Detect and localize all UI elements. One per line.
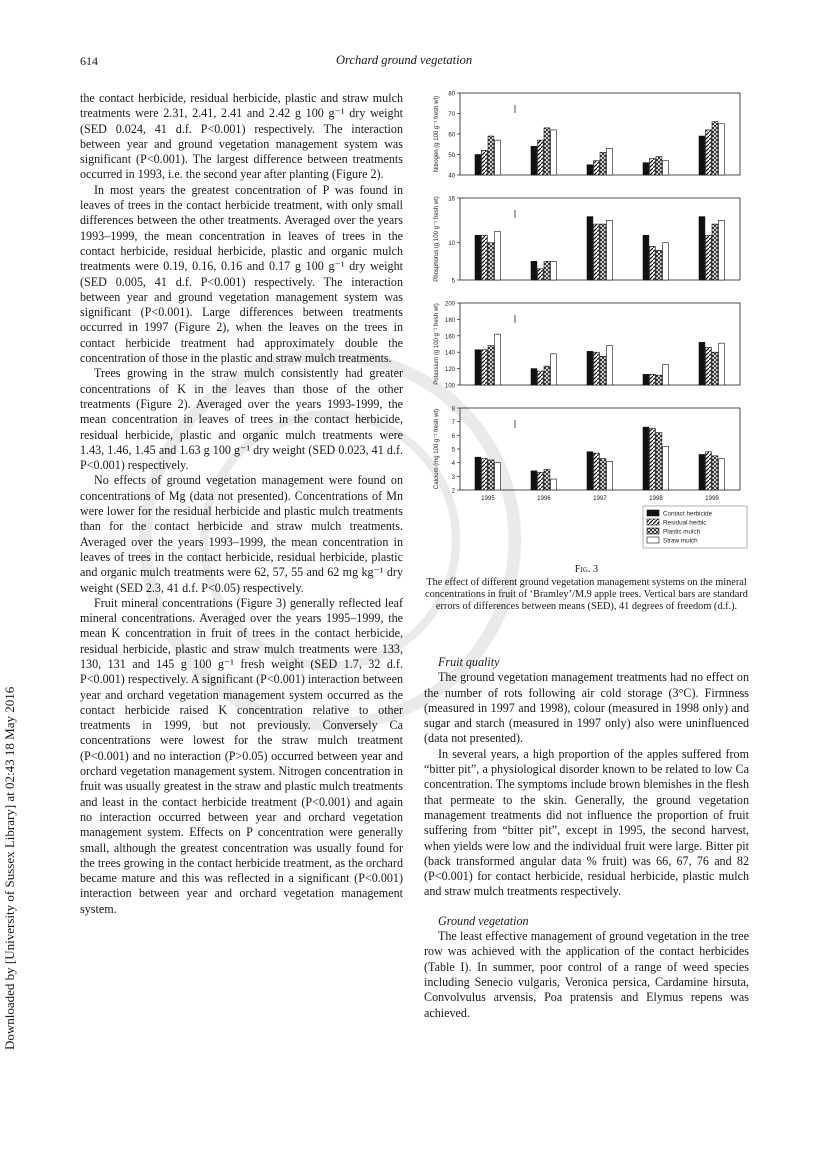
bar [531,261,537,280]
legend-label: Straw mulch [663,537,698,545]
bar [587,351,593,385]
bar [531,146,537,175]
bar [650,246,656,280]
bar [587,217,593,280]
bar [488,346,494,385]
bar [594,352,600,385]
bar [712,456,718,490]
bar [495,232,501,280]
figure-label: Fig. 3 [574,564,599,575]
y-tick-label: 3 [451,474,455,481]
y-tick-label: 120 [444,367,455,374]
x-tick-label: 1998 [649,495,663,502]
y-tick-label: 8 [451,406,455,413]
bar [656,375,662,385]
paragraph: the contact herbicide, residual herbicide, plastic and straw mulch treatments were 2.31, 2.41, 2.41 and 2.42 g 100 g⁻¹ dry weight (SED 0.024, 41 d.f. P<0.001) respectively. The interaction between year and ground vegetation management system was significant (P<0.001). The largest difference between treatments occurred in 1993, i.e. the second year after planting (Figure 2). [80,91,403,182]
bar [475,350,481,385]
y-tick-label: 200 [444,301,455,308]
y-tick-label: 60 [448,132,455,139]
bar [650,374,656,385]
bar [587,452,593,490]
legend-swatch [647,537,659,543]
y-tick-label: 40 [448,173,455,180]
bar [482,459,488,490]
bar [538,140,544,175]
bar [544,261,550,280]
bar [607,346,613,385]
bar [600,459,606,490]
bar [706,452,712,490]
bar [587,165,593,175]
download-note: Downloaded by [University of Sussex Library] at 02:43 18 May 2016 [2,686,17,1050]
bar [544,128,550,175]
bar [663,161,669,175]
bar [650,429,656,491]
bar [544,470,550,491]
bar [719,459,725,490]
bar [712,122,718,175]
bar [475,235,481,280]
bar [594,453,600,490]
bar [551,130,557,175]
y-tick-label: 4 [451,461,455,468]
y-tick-label: 100 [444,383,455,390]
bar [531,471,537,490]
y-axis-label: Phosphorus (g 100 g⁻¹ fresh wt) [434,196,440,282]
bar [551,479,557,490]
page-number: 614 [80,54,98,68]
y-tick-label: 7 [451,420,455,427]
bar [699,217,705,280]
y-axis-label: Potassium (g 100 g⁻¹ fresh wt) [434,303,440,385]
bar [663,446,669,490]
legend-swatch [647,510,659,516]
legend-label: Plastic mulch [663,528,701,536]
bar [607,148,613,175]
x-tick-label: 1999 [705,495,719,502]
y-tick-label: 180 [444,317,455,324]
bar [600,152,606,175]
bar [538,472,544,490]
y-axis-label: Calcium (mg 100 g⁻¹ fresh wt) [434,408,440,490]
bar [482,235,488,280]
bar [538,269,544,280]
paragraph: The ground vegetation management treatments had no effect on the number of rots following air cold storage (3°C). Firmness (measured in 1997 and 1998), colour (measured in 1998 only) and sugar and starch (measured in 1997 only) also were uninfluenced (data not presented). [424,670,749,746]
bar [706,235,712,280]
caption-text: The effect of different ground vegetation management systems on the mineral concentrations in fruit of ‘Bramley’/M.9 apple trees. Vertical bars are standard errors of differences between means (SED), 41 degrees of freedom (d.f.). [425,577,748,612]
bar [706,130,712,175]
bar [706,347,712,385]
bar [495,463,501,490]
y-axis-label: Nitrogen (g 100 g⁻¹ fresh wt) [434,95,440,173]
bar [482,150,488,175]
figure-3-chart [425,88,755,558]
legend-swatch [647,528,659,534]
bar [699,454,705,490]
paragraph: Trees growing in the straw mulch consistently had greater concentrations of K in the leaves than those of the other treatments (Figure 2). Averaged over the years 1993-1999, the mean concentration in leaves of trees in the contact herbicide, residual herbicide, plastic and organic mulch treatments were 1.43, 1.46, 1.45 and 1.63 g 100 g⁻¹ dry weight (SED 0.023, 41 d.f. P<0.001) respectively. [80,366,403,473]
legend-swatch [647,519,659,525]
bar [600,356,606,385]
right-column [424,655,749,1021]
bar [656,433,662,490]
bar [607,461,613,490]
bar [719,343,725,385]
y-tick-label: 16 [448,196,455,203]
y-tick-label: 5 [451,447,455,454]
bar [719,220,725,280]
bar [531,369,537,385]
bar [538,371,544,385]
x-tick-label: 1995 [481,495,495,502]
y-tick-label: 5 [451,278,455,285]
bar [712,352,718,385]
bar [475,155,481,176]
x-tick-label: 1996 [537,495,551,502]
bar [643,235,649,280]
y-tick-label: 80 [448,91,455,98]
x-tick-label: 1997 [593,495,607,502]
bar [544,366,550,385]
bar [594,224,600,280]
bar [643,427,649,490]
paragraph: In several years, a high proportion of the apples suffered from “bitter pit”, a physiological disorder known to be related to low Ca concentration. The symptoms include brown blemishes in the flesh that permeate to the skin. Generally, the ground vegetation management treatments did not influence the proportion of fruit suffering from “bitter pit”, except in 1995, the second harvest, when yields were low and the individual fruit were large. Bitter pit (back transformed angular data % fruit) was 66, 67, 76 and 82 (P<0.001) for contact herbicide, residual herbicide, plastic mulch and straw mulch treatments respectively. [424,746,749,899]
bar [663,365,669,386]
y-tick-label: 140 [444,350,455,357]
legend-label: Contact herbicide [663,510,713,518]
bar [475,457,481,490]
bar [594,161,600,175]
left-column [80,91,403,917]
bar [551,354,557,385]
bar [607,220,613,280]
bar [699,136,705,175]
bar [488,460,494,490]
bar [495,140,501,175]
y-tick-label: 70 [448,112,455,118]
y-tick-label: 6 [451,433,455,440]
bar [650,159,656,175]
bar [719,124,725,175]
paragraph: The least effective management of ground vegetation in the tree row was achieved with the application of the contact herbicides (Table I). In summer, poor control of a range of weed species including Senecio vulgaris, Veronica persica, Cardamine hirsuta, Convolvulus arvensis, Poa pratensis and Elymus repens was achieved. [424,929,749,1020]
bar [663,243,669,280]
y-tick-label: 50 [448,153,455,159]
bar [482,350,488,385]
paragraph: No effects of ground vegetation management were found on concentrations of Mg (data not presented). Concentrations of Mn were lower for the residual herbicide and plastic mulch treatments than for the contact herbicide and straw mulch treatments. Averaged over the years 1993–1999, the mean concentration in leaves of trees in the contact herbicide, residual herbicide, plastic and organic mulch treatments were 62, 57, 55 and 62 mg kg⁻¹ dry weight (SED 2.3, 41 d.f. P<0.05) respectively. [80,473,403,595]
running-title: Orchard ground vegetation [336,53,473,67]
bar [488,136,494,175]
section-heading: Ground vegetation [438,913,529,928]
bar [488,243,494,280]
bar [656,157,662,175]
bar [551,261,557,280]
paragraph: In most years the greatest concentration of P was found in leaves of trees in the contact herbicide treatment, with only small differences between the other treatments. Averaged over the years 1993–1999, the mean concentration in leaves of trees in the contact herbicide, residual herbicide, plastic and organic mulch treatments were 0.19, 0.16, 0.16 and 0.17 g 100 g⁻¹ dry weight (SED 0.005, 41 d.f. P<0.001) respectively. The interaction between year and ground vegetation management system was significant (P<0.001). Large differences between treatments occurred in 1997 (Figure 2), when the leaves on the trees in contact herbicide treatment had approximately double the concentration of those in the plastic and straw mulch treatments. [80,182,403,366]
section-heading: Fruit quality [438,655,500,669]
bar [656,250,662,280]
y-tick-label: 10 [448,241,455,248]
bar [600,224,606,280]
bar [643,374,649,385]
y-tick-label: 2 [451,488,455,495]
bar [712,224,718,280]
figure-caption [424,564,749,613]
y-tick-label: 160 [444,334,455,341]
legend-label: Residual herbic [663,519,707,527]
bar [643,163,649,175]
bar [495,334,501,385]
paragraph: Fruit mineral concentrations (Figure 3) generally reflected leaf mineral concentrations. Averaged over the years 1995–1999, the mean K concentration in fruit of trees in the contact herbicide, residual herbicide, plastic and straw mulch treatments were 133, 130, 131 and 145 g 100 g⁻¹ fresh weight (SED 1.7, 32 d.f. P<0.001) respectively. A significant (P<0.001) interaction between year and orchard vegetation management system occurred as the contact herbicide raised K concentration relative to other treatments in 1999, but not previously. Conversely Ca concentrations were lowest for the straw mulch treatment (P<0.001) and no interaction (P>0.05) occurred between year and orchard vegetation management system. Nitrogen concentration in fruit was usually greatest in the straw and plastic mulch treatments and least in the contact herbicide treatment (P<0.001) and again no interaction occurred between year and orchard vegetation management system. Effects on P concentration were generally small, although the greatest concentration was usually found for the trees growing in the contact herbicide treatment, as the orchard became mature and this was reflected in a significant (P<0.001) interaction between year and orchard vegetation management system. [80,595,403,916]
bar [699,342,705,385]
